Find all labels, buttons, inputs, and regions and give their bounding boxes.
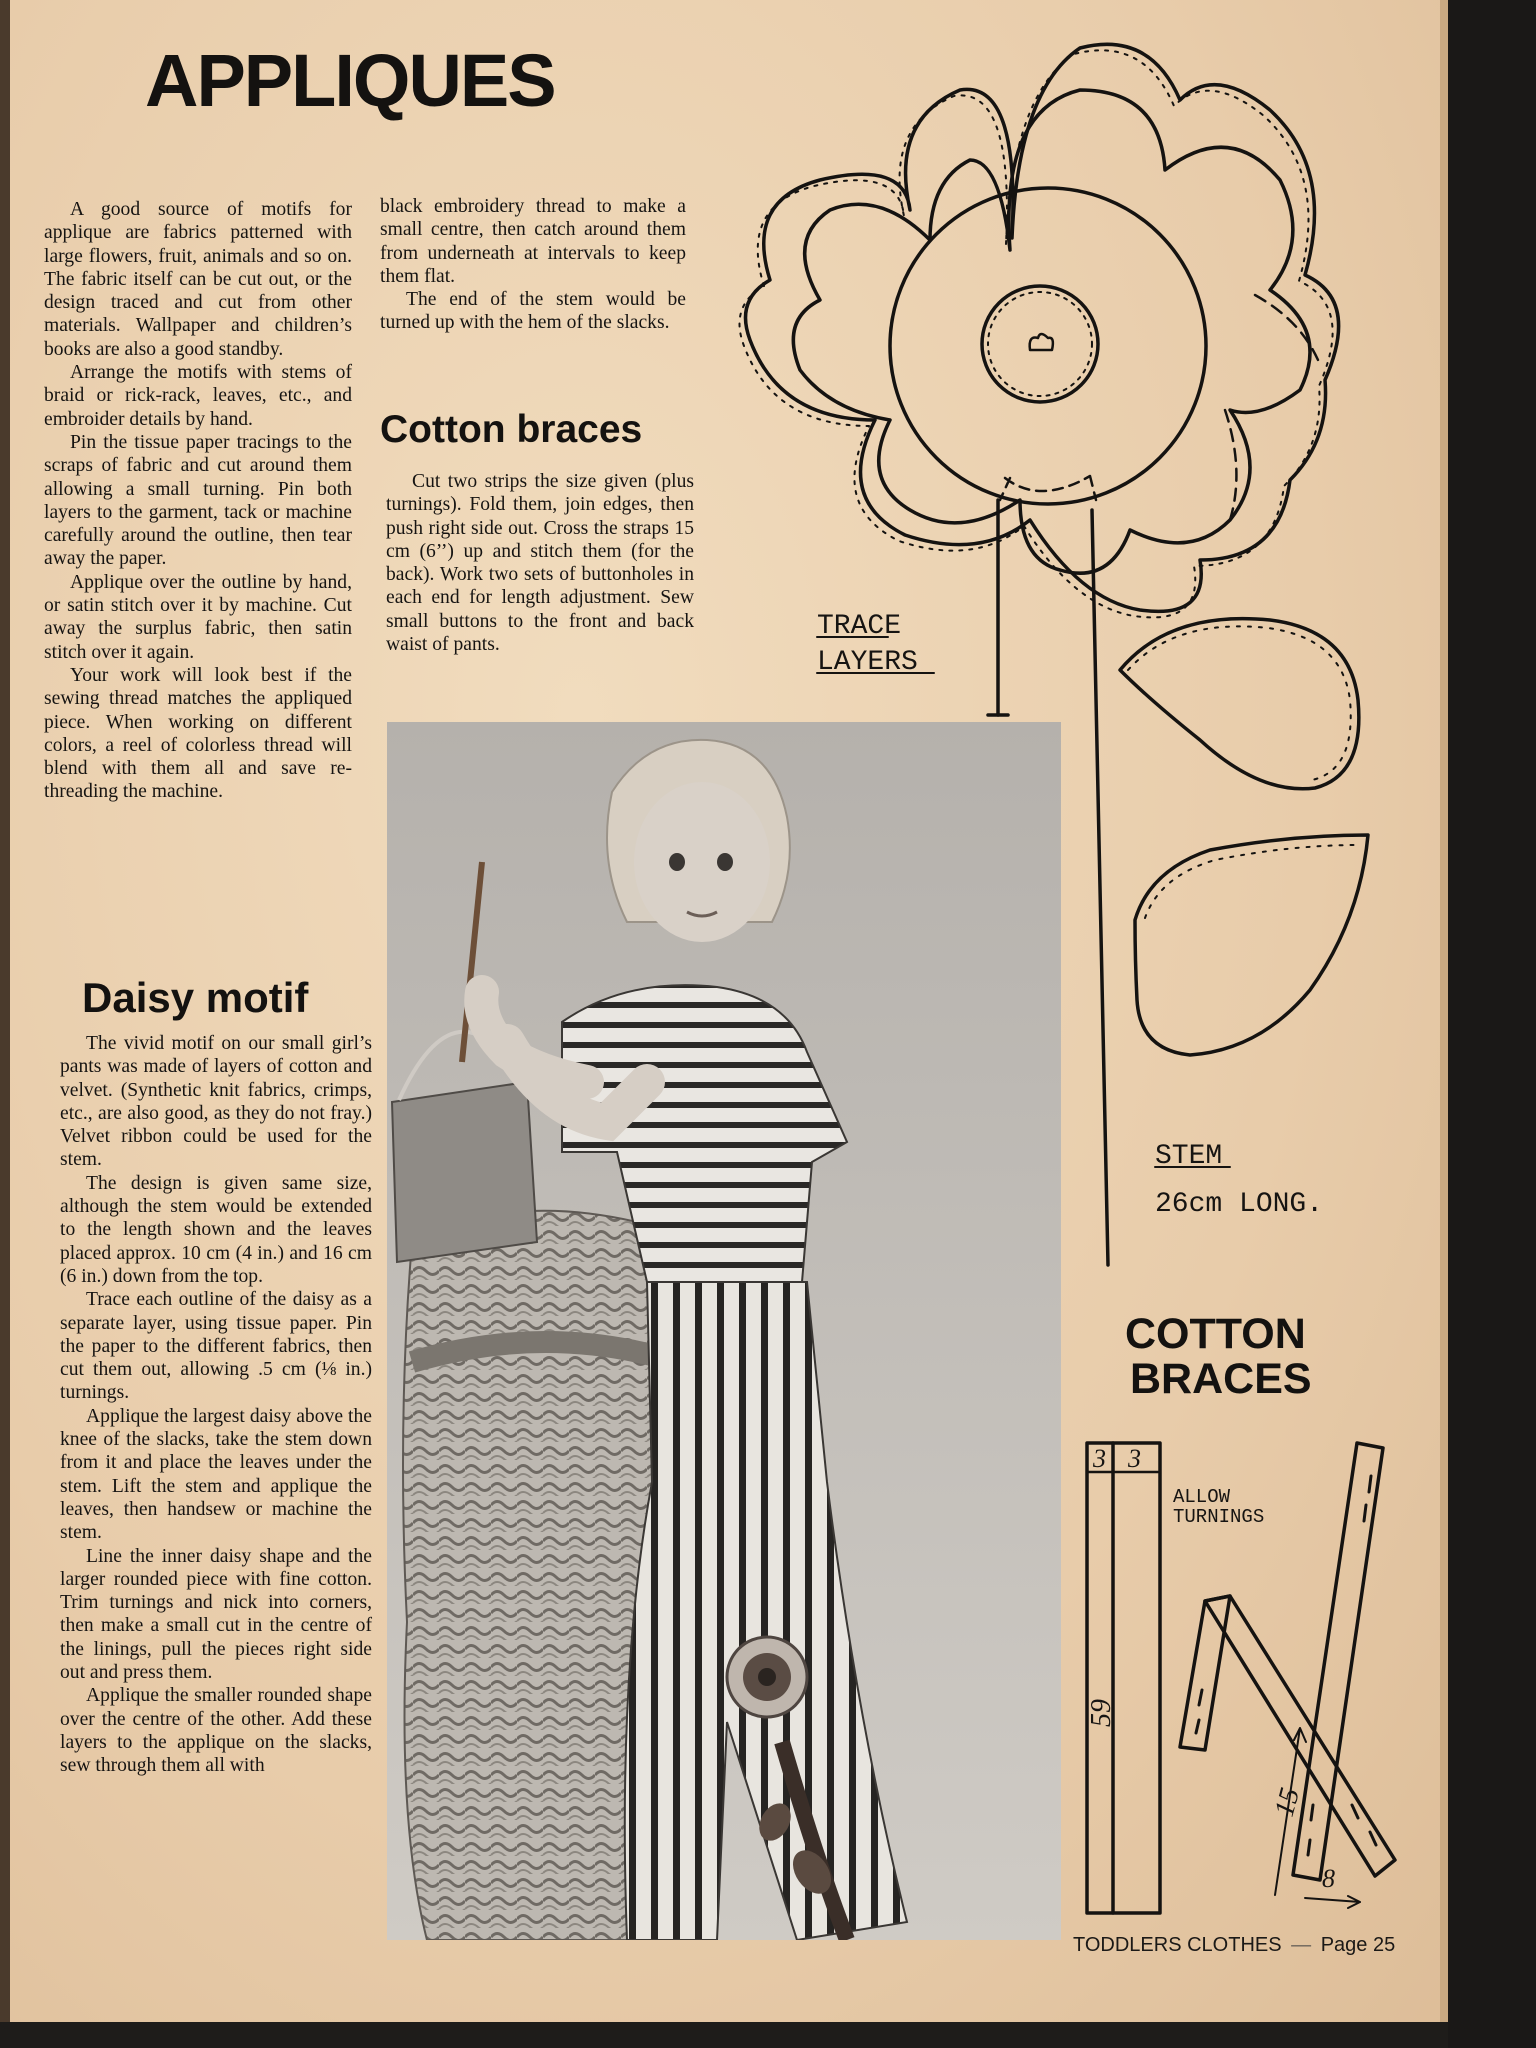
braces-strip-pattern xyxy=(1087,1443,1160,1913)
continued-paragraph-2: The end of the stem would be turned up with the hem of the slacks. xyxy=(380,289,686,334)
allow-turnings-label-1: ALLOW xyxy=(1173,1486,1231,1508)
braces-diagram-title-1: COTTON xyxy=(1125,1310,1306,1358)
dimension-15: 15 xyxy=(1268,1784,1307,1820)
footer-section-title: TODDLERS CLOTHES xyxy=(1073,1934,1282,1956)
intro-paragraph-1: A good source of motifs for applique are fabrics patterned with large flowers, fruit, animals and so on. The fabric itself can be cut out, or the design traced and cut from other materials. Wallpaper and children’s books are also a good standby. xyxy=(44,199,352,360)
daisy-center-small xyxy=(982,286,1098,402)
intro-paragraph-2: Arrange the motifs with stems of braid or rick-rack, leaves, etc., and embroider details by hand. xyxy=(44,362,352,430)
daisy-motif-heading: Daisy motif xyxy=(82,974,309,1021)
outer-petal-layer xyxy=(746,44,1339,611)
cotton-braces-heading: Cotton braces xyxy=(380,408,643,451)
daisy-paragraph-5: Line the inner daisy shape and the larger rounded piece with fine cotton. Trim turnings and nick into corners, then make a small cut in the centre of the linings, pull the pieces right side out and press them. xyxy=(60,1545,372,1684)
page-bottom-edge xyxy=(0,2022,1448,2048)
stem-line-right xyxy=(1092,510,1108,1265)
daisy-paragraph-4: Applique the largest daisy above the knee of the slacks, take the stem down from it and place the leaves under the stem. Lift the stem and applique the leaves, then handsew or machine the stem. xyxy=(60,1405,372,1544)
page-footer xyxy=(1073,1934,1395,1957)
intro-paragraph-4: Applique over the outline by hand, or satin stitch over it by machine. Cut away the surplus fabric, then satin stitch over it again. xyxy=(44,571,352,663)
intro-paragraph-3: Pin the tissue paper tracings to the scraps of fabric and cut around them allowing a small turning. Pin both layers to the garment, tack or machine carefully around the outline, then tear away the paper. xyxy=(44,431,352,570)
page-title: APPLIQUES xyxy=(145,39,555,122)
footer-dash: — xyxy=(1291,1934,1312,1956)
daisy-paragraph-2: The design is given same size, although the stem would be extended to the length shown and the leaves placed approx. 10 cm (4 in.) and 16 cm (6 in.) down from the top. xyxy=(60,1172,372,1287)
stem-length-label: 26cm LONG. xyxy=(1155,1189,1324,1220)
braces-diagram-title-2: BRACES xyxy=(1130,1355,1312,1403)
continued-paragraph-1: black embroidery thread to make a small centre, then catch around them from underneath at intervals to keep them flat. xyxy=(380,196,686,287)
footer-page-number: Page 25 xyxy=(1320,1934,1396,1956)
braces-paragraph-1: Cut two strips the size given (plus turnings). Fold them, join edges, then push right side out. Cross the straps 15 cm (6’’) up and stitch them (for the back). Work two sets of buttonholes in each end for length adjustment. Sew small buttons to the front and back waist of pants. xyxy=(386,471,694,656)
trace-layers-label-1: TRACE xyxy=(817,611,902,642)
trace-layers-label-2: LAYERS xyxy=(817,647,918,678)
daisy-center-stitch xyxy=(1030,334,1053,350)
dimension-3-left: 3 xyxy=(1093,1444,1106,1473)
dimension-59: 59 xyxy=(1086,1699,1117,1727)
leaf-lower xyxy=(1135,835,1368,1055)
leaf-upper xyxy=(1120,619,1359,789)
allow-turnings-label-2: TURNINGS xyxy=(1173,1506,1265,1528)
daisy-center-large xyxy=(890,188,1206,504)
dimension-3-right: 3 xyxy=(1128,1444,1141,1473)
dimension-8: 8 xyxy=(1322,1864,1335,1893)
daisy-paragraph-3: Trace each outline of the daisy as a separate layer, using tissue paper. Pin the paper to the different fabrics, then cut them out, allowing .5 cm (⅛ in.) turnings. xyxy=(60,1289,372,1404)
stem-label: STEM xyxy=(1155,1141,1223,1172)
inner-petal-layer xyxy=(793,90,1310,573)
intro-paragraph-5: Your work will look best if the sewing thread matches the appliqued piece. When working on different colors, a reel of colorless thread will blend with them all and save re-threading the machine. xyxy=(44,664,352,803)
daisy-paragraph-1: The vivid motif on our small girl’s pants was made of layers of cotton and velvet. (Synthetic knit fabrics, crimps, etc., are also good, as they do not fray.) Velvet ribbon could be used for the stem. xyxy=(60,1033,372,1171)
daisy-paragraph-6: Applique the smaller rounded shape over the centre of the other. Add these layers to the applique on the slacks, sew through them all with xyxy=(60,1685,372,1777)
